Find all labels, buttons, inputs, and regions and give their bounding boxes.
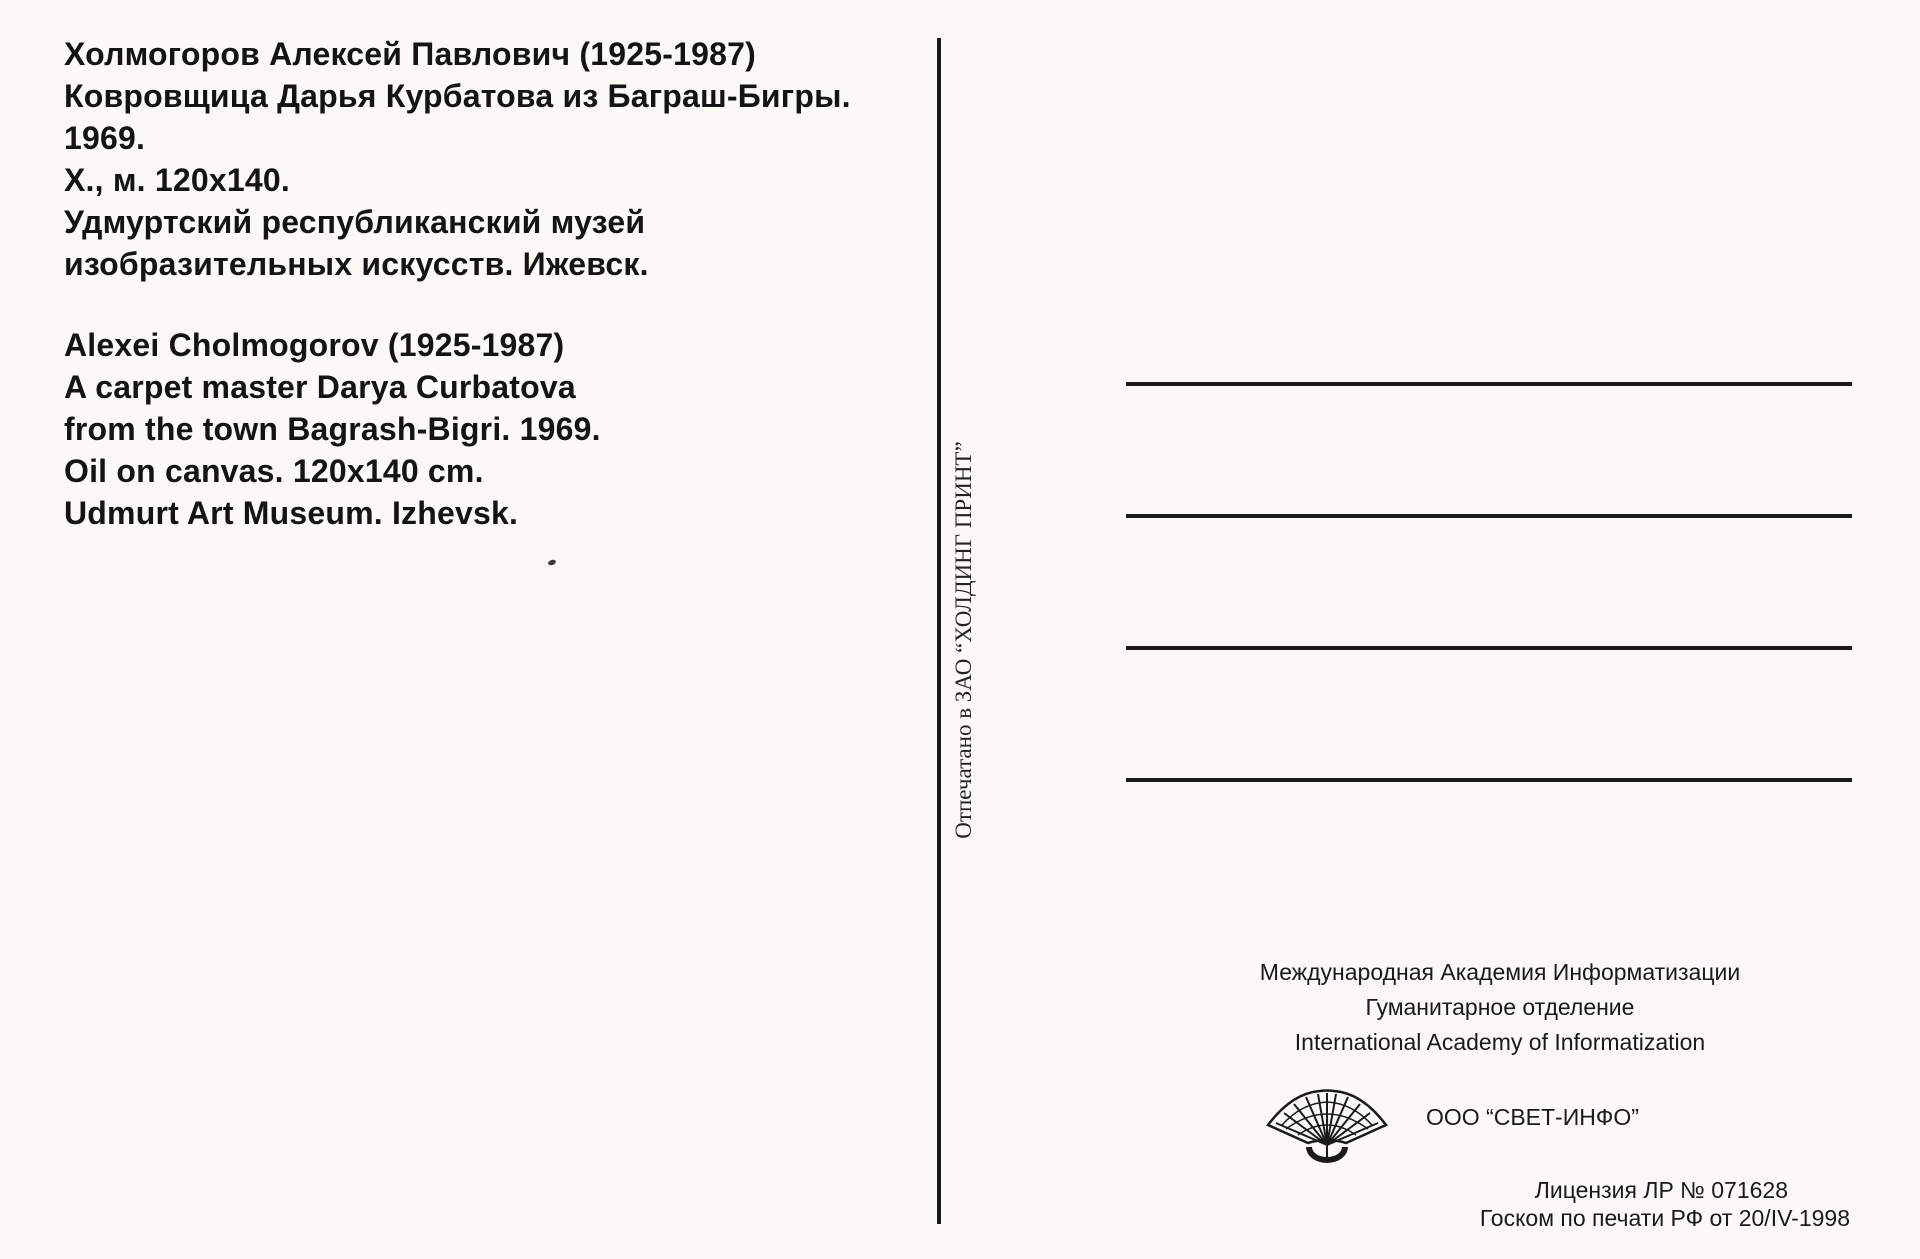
printed-by-text: Отпечатано в ЗАО “ХОЛДИНГ ПРИНТ” (951, 441, 976, 839)
address-line (1126, 514, 1852, 518)
caption-ru-line: Удмуртский республиканский музей (64, 204, 646, 240)
ink-speck (547, 559, 556, 566)
vertical-divider (937, 38, 941, 1224)
caption-russian (64, 33, 851, 285)
publisher-department: Гуманитарное отделение (1365, 994, 1635, 1020)
caption-ru-line: Х., м. 120х140. (64, 162, 290, 198)
address-line (1126, 778, 1852, 782)
caption-en-line: A carpet master Darya Curbatova (64, 369, 576, 405)
publisher-academy-ru: Международная Академия Информатизации (1259, 959, 1741, 985)
caption-english (64, 324, 601, 534)
caption-ru-line: Ковровщица Дарья Курбатова из Баграш-Бигры. (64, 78, 851, 114)
caption-ru-line: изобразительных искусств. Ижевск. (64, 246, 649, 282)
publisher-academy-en: International Academy of Informatization (1294, 1029, 1706, 1055)
address-line (1126, 382, 1852, 386)
caption-en-line: from the town Bagrash-Bigri. 1969. (64, 411, 601, 447)
caption-en-line: Oil on canvas. 120x140 cm. (64, 453, 484, 489)
company-name: ООО “СВЕТ-ИНФО” (1426, 1104, 1639, 1130)
caption-ru-line: Холмогоров Алексей Павлович (1925-1987) (64, 36, 756, 72)
caption-ru-line: 1969. (64, 120, 146, 156)
address-line (1126, 646, 1852, 650)
caption-en-line: Alexei Cholmogorov (1925-1987) (64, 327, 565, 363)
fan-shell-logo-icon (1262, 1085, 1392, 1165)
license-number: Лицензия ЛР № 071628 (1534, 1177, 1788, 1203)
caption-en-line: Udmurt Art Museum. Izhevsk. (64, 495, 519, 531)
license-issuer: Госком по печати РФ от 20/IV-1998 (1479, 1205, 1850, 1231)
